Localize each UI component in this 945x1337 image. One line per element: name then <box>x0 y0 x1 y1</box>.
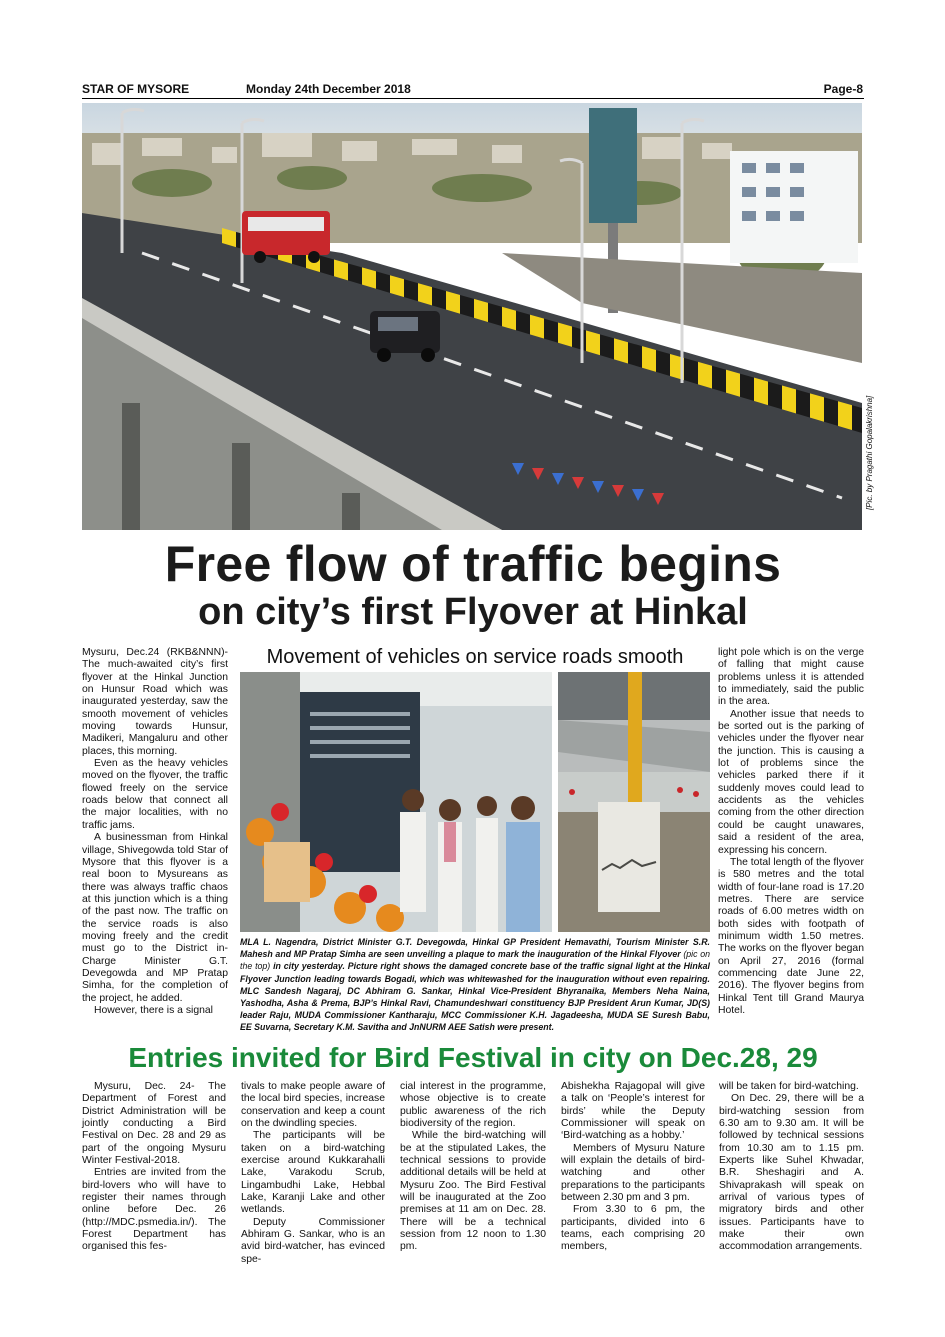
bird-column-2 <box>241 1081 385 1266</box>
page-number: Page-8 <box>823 82 863 96</box>
damaged-base-photo <box>558 672 710 932</box>
caption-part-b: in city yesterday. Picture right shows the damaged concrete base of the traffic signal light at the Hinkal Flyover Junction leading towards Bogadi, which was whitewashed for the inauguration without even repairing. MLC Sandesh Nagaraj, DC Abhiram G. Sankar, Hinkal Vice-President Bhyranaika, Members Neha Naina, Yashodha, Asha & Prema, BJP’s Hinkal Ravi, Chamundeshwari constituency BJP President Arun Kumar, JD(S) leader Raju, MUDA Commissioner Kantharaju, MCC Commissioner K.H. Jagadeesha, MUDA SE Suresh Babu, EE Suvarna, Secretary K.M. Savitha and JnNURM AEE Satish were present. <box>240 961 710 1033</box>
story1-column-left <box>82 647 228 1017</box>
issue-date: Monday 24th December 2018 <box>246 82 411 96</box>
flyover-illustration <box>82 103 862 530</box>
bird-col3-para-2: While the bird-watching will be at the stipulated Lakes, the technical sessions to provide additional details will be held at Mysuru Zoo. The Bird Festival will be inaugurated at the Zoo premises at 11 am on Dec. 28. There will be a technical session from 12 noon to 1.30 pm. <box>400 1130 546 1253</box>
subheadline: Movement of vehicles on service roads smooth <box>266 646 684 668</box>
bird-column-4 <box>561 1081 705 1254</box>
caption-part-a: MLA L. Nagendra, District Minister G.T. Devegowda, Hinkal GP President Hemavathi, Tourism Minister S.R. Mahesh and MP Pratap Simha are seen unveiling a plaque to mark the inauguration of the Hinkal Flyover <box>240 937 710 960</box>
bird-col2-para-1: tivals to make people aware of the local bird species, increase conservation and keep a count on the dwindling species. <box>241 1081 385 1130</box>
story1-right-para-3: The total length of the flyover is 580 metres and the total width of four-lane road is 17.20 metres. There are service roads of 6.00 metres width on both sides with footpath of minimum width 1.50 metres. The works on the flyover began on April 27, 2016 (formal commencing date June 22, 2016). The flyover begins from Hinkal Tent till Grand Maurya Hotel. <box>718 856 865 1016</box>
bird-col5-para-1: will be taken for bird-watching. <box>719 1081 859 1092</box>
inauguration-illustration <box>240 672 552 932</box>
bird-column-1 <box>82 1081 226 1254</box>
bird-column-3 <box>400 1081 546 1254</box>
story1-right-para-2: Another issue that needs to be sorted out is the parking of vehicles under the flyover near the junction. This is causing a lot of problems since the vehicles parked there if it suddenly moves could lead to accidents as the vehicles coming from the other direction could be caught unawares, said a resident of the area, expressing his concern. <box>718 708 864 856</box>
inauguration-photo <box>240 672 552 932</box>
bird-col1-para-1: Mysuru, Dec. 24- The Department of Forest and District Administration will be jointly conducting a Bird Festival on Dec. 28 and 29 as part of the ongoing Mysuru Winter Festival-2018. <box>82 1081 226 1167</box>
damaged-base-illustration <box>558 672 710 932</box>
story1-para-2: Even as the heavy vehicles moved on the flyover, the traffic flowed freely on the service roads below that connect all the major localities, with no traffic jams. <box>82 758 228 831</box>
header-rule <box>82 98 864 99</box>
bird-col5-para-2: On Dec. 29, there will be a bird-watching session from 6.30 am to 9.30 am. It will be followed by technical sessions from 10.30 am to 1.15 pm. Experts like Suhel Khwadar, B.R. Sheshagiri and A. Shivaprakash will speak on arrival of various types of migratory birds and other issues. Participants have to make their own accommodation arrangements. <box>719 1093 864 1253</box>
bird-col4-para-3: From 3.30 to 6 pm, the participants, divided into 6 teams, each comprising 20 members, <box>561 1204 705 1253</box>
paper-name: STAR OF MYSORE <box>82 82 190 96</box>
photo-credit: [Pic. by Pragathi Gopalakrishna] <box>865 395 874 510</box>
story1-right-para-1: light pole which is on the verge of falling that might cause problems unless it is attended to immediately, said the public in the area. <box>718 647 864 708</box>
story1-para-1: Mysuru, Dec.24 (RKB&NNN)- The much-awaited city’s first flyover at the Hinkal Junction on Hunsur Road which was inaugurated yesterday, saw the smooth movement of vehicles moving towards Hunsur, Madikeri, Mangaluru and other places, this morning. <box>82 647 228 757</box>
bird-col2-para-2: The participants will be taken on a bird-watching exercise around Kukkarahalli Lake, Varakodu Scrub, Lingambudhi Lake, Hebbal Lake, Karanji Lake and other wetlands. <box>241 1130 385 1216</box>
story1-para-4: However, there is a signal <box>94 1004 213 1016</box>
main-headline: Free flow of traffic begins <box>164 536 782 592</box>
bird-col2-para-3: Deputy Commissioner Abhiram G. Sankar, who is an avid bird-watcher, has evinced spe- <box>241 1216 385 1265</box>
bird-col3-para-1: cial interest in the programme, whose objective is to create public awareness of the rich biodiversity of the region. <box>400 1081 546 1130</box>
bird-col1-para-2: Entries are invited from the bird-lovers who will have to register their names through online before Dec. 26 (http://MDC.psmedia.in/). The Forest Department has organised this fes- <box>82 1167 226 1253</box>
bird-festival-headline: Entries invited for Bird Festival in city on Dec.28, 29 <box>128 1042 818 1073</box>
caption-pic-note: (pic on the top) <box>240 949 710 972</box>
photo-caption <box>240 936 710 1034</box>
main-headline-line2: on city’s first Flyover at Hinkal <box>198 591 748 633</box>
story1-para-3: A businessman from Hinkal village, Shivegowda told Star of Mysore that this flyover is a real boon to Mysureans as there was always traffic chaos at this junction which is a thing of the past now. The traffic on the service roads is also moving freely and the credit must go to the District in-Charge Minister G.T. Devegowda and MP Pratap Simha, for the completion of the project, he added. <box>82 832 228 1004</box>
bird-column-5 <box>719 1081 864 1254</box>
flyover-photo <box>82 103 862 530</box>
story1-column-right <box>718 647 864 1017</box>
bird-col4-para-1: Abishekha Rajagopal will give a talk on ‘People’s interest for birds’ while the Deputy Commissioner will speak on ‘Bird-watching as a hobby.’ <box>561 1081 705 1142</box>
bird-col4-para-2: Members of Mysuru Nature will explain the details of bird-watching and other preparations to the participants between 2.30 pm and 3 pm. <box>561 1142 705 1204</box>
